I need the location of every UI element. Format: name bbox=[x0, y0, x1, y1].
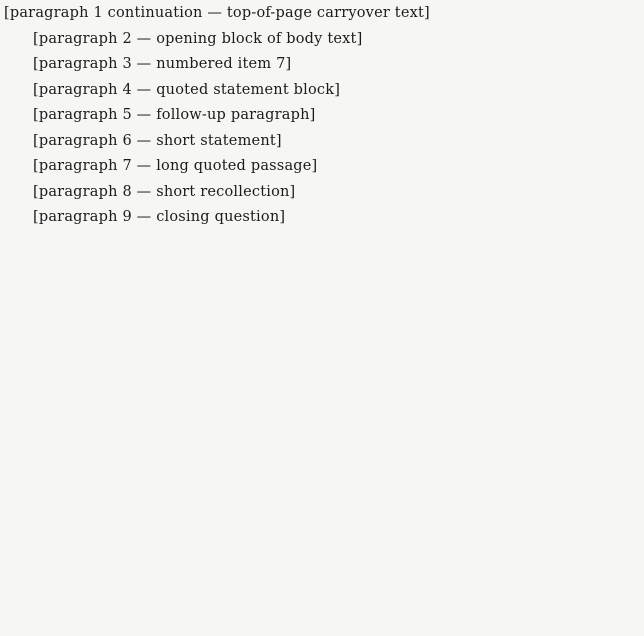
paragraph-9: [paragraph 9 — closing question] bbox=[33, 209, 286, 225]
document-page bbox=[4, 2, 638, 634]
paragraph-3: [paragraph 3 — numbered item 7] bbox=[33, 56, 292, 72]
paragraph-6: [paragraph 6 — short statement] bbox=[33, 132, 282, 149]
paragraph-8: [paragraph 8 — short recollection] bbox=[33, 183, 296, 200]
paragraph-7: [paragraph 7 — long quoted passage] bbox=[33, 158, 318, 174]
paragraph-5: [paragraph 5 — follow-up paragraph] bbox=[33, 107, 316, 123]
paragraph-1: [paragraph 1 continuation — top-of-page carryover text] bbox=[4, 5, 430, 21]
paragraph-2: [paragraph 2 — opening block of body text] bbox=[33, 30, 363, 47]
paragraph-4: [paragraph 4 — quoted statement block] bbox=[33, 81, 341, 98]
